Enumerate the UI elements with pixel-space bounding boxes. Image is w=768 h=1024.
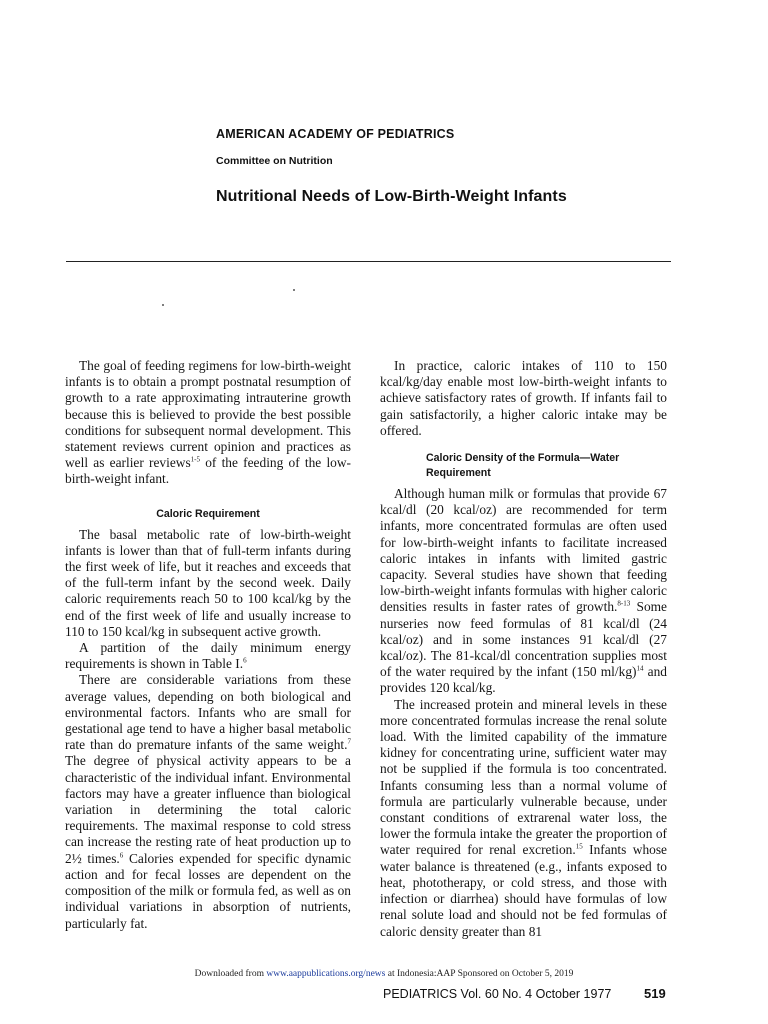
citation: 1-5 <box>190 455 201 464</box>
scan-speck <box>293 289 295 291</box>
citation: 6 <box>119 851 124 860</box>
citation: 15 <box>575 843 583 852</box>
paragraph: The increased protein and mineral levels in these more concentrated formulas increase the renal solute load. With the limited capability of the immature kidney for concentrating urine, sufficient water may not be supplied if the formula is too concentrated. Infants consuming less than a normal volume of formula are particularly vulnerable because, under constant conditions of extrarenal water loss, the lower the formula intake the greater the proportion of water required for renal excretion.$^{15}$ Infants whose water balance is threatened (e.g., infants exposed to heat, phototherapy, or cold stress, and those with infection or diarrhea) should have formulas of low renal solute load and should not be fed formulas of caloric density greater than 81 <box>380 696 667 939</box>
right-column <box>380 358 667 940</box>
journal-citation: PEDIATRICS Vol. 60 No. 4 October 1977 <box>383 987 612 1001</box>
scan-speck <box>162 304 164 306</box>
committee-name: Committee on Nutrition <box>216 155 333 167</box>
paragraph: The goal of feeding regimens for low-birth-weight infants is to obtain a prompt postnatal resumption of growth to a rate approximating intrauterine growth because this is believed to provide the best possible conditions for subsequent normal development. This statement reviews current opinion and practices as well as earlier reviews$^{1-5}$ of the feeding of the low-birth-weight infant. <box>65 358 351 487</box>
citation: 7 <box>347 737 351 746</box>
left-column <box>65 358 351 932</box>
paragraph: The basal metabolic rate of low-birth-weight infants is lower than that of full-term infants during the first week of life, but it reaches and exceeds that of the full-term infant by the second week. Daily caloric requirements reach 50 to 100 kcal/kg by the end of the first week of life and usually increase to 110 to 150 kcal/kg in subsequent active growth. <box>65 526 351 639</box>
citation: 14 <box>636 664 644 673</box>
section-heading: Caloric Density of the Formula—Water Requirement <box>426 452 620 480</box>
paragraph: A partition of the daily minimum energy requirements is shown in Table I.$^6$ <box>65 640 351 672</box>
page-number: 519 <box>644 986 666 1001</box>
organization-name: AMERICAN ACADEMY OF PEDIATRICS <box>216 127 455 141</box>
article-title: Nutritional Needs of Low-Birth-Weight Infants <box>216 188 567 205</box>
download-link[interactable]: www.aappublications.org/news <box>266 969 386 979</box>
citation: 6 <box>243 656 247 665</box>
paragraph: There are considerable variations from these average values, depending on both biological and environmental factors. Infants who are small for gestational age tend to have a higher basal metabolic rate than do premature infants of the same weight.$^7$ The degree of physical activity appears to be a characteristic of the individual infant. Environmental factors may have a greater influence than biological variation in determining the total caloric requirements. The maximal response to cold stress can increase the resting rate of heat production up to 2½ times.$^6$ Calories expended for specific dynamic action and for fecal losses are dependent on the composition of the milk or formula fed, as well as on individual variations in absorption of nutrients, particularly fat. <box>65 672 351 931</box>
header-divider <box>66 261 671 262</box>
paragraph: In practice, caloric intakes of 110 to 150 kcal/kg/day enable most low-birth-weight infants to achieve satisfactory rates of growth. If infants fail to gain satisfactorily, a higher caloric intake may be offered. <box>380 358 667 438</box>
download-notice: Downloaded from www.aappublications.org/news at Indonesia:AAP Sponsored on October 5, 2019 <box>194 969 574 979</box>
paragraph: Although human milk or formulas that provide 67 kcal/dl (20 kcal/oz) are recommended for term infants, more concentrated formulas are often used for low-birth-weight infants to facilitate increased caloric intakes in infants with limited gastric capacity. Several studies have shown that feeding low-birth-weight infants formulas with higher caloric densities results in faster rates of growth.$^{8-13}$ Some nurseries now feed formulas of 81 kcal/dl (24 kcal/oz) and in some instances 91 kcal/dl (27 kcal/oz). The 81-kcal/dl concentration supplies most of the water required by the infant (150 ml/kg)$^{14}$ and provides 120 kcal/kg. <box>380 486 667 696</box>
citation: 8-13 <box>617 599 631 608</box>
section-heading: Caloric Requirement <box>156 507 260 520</box>
